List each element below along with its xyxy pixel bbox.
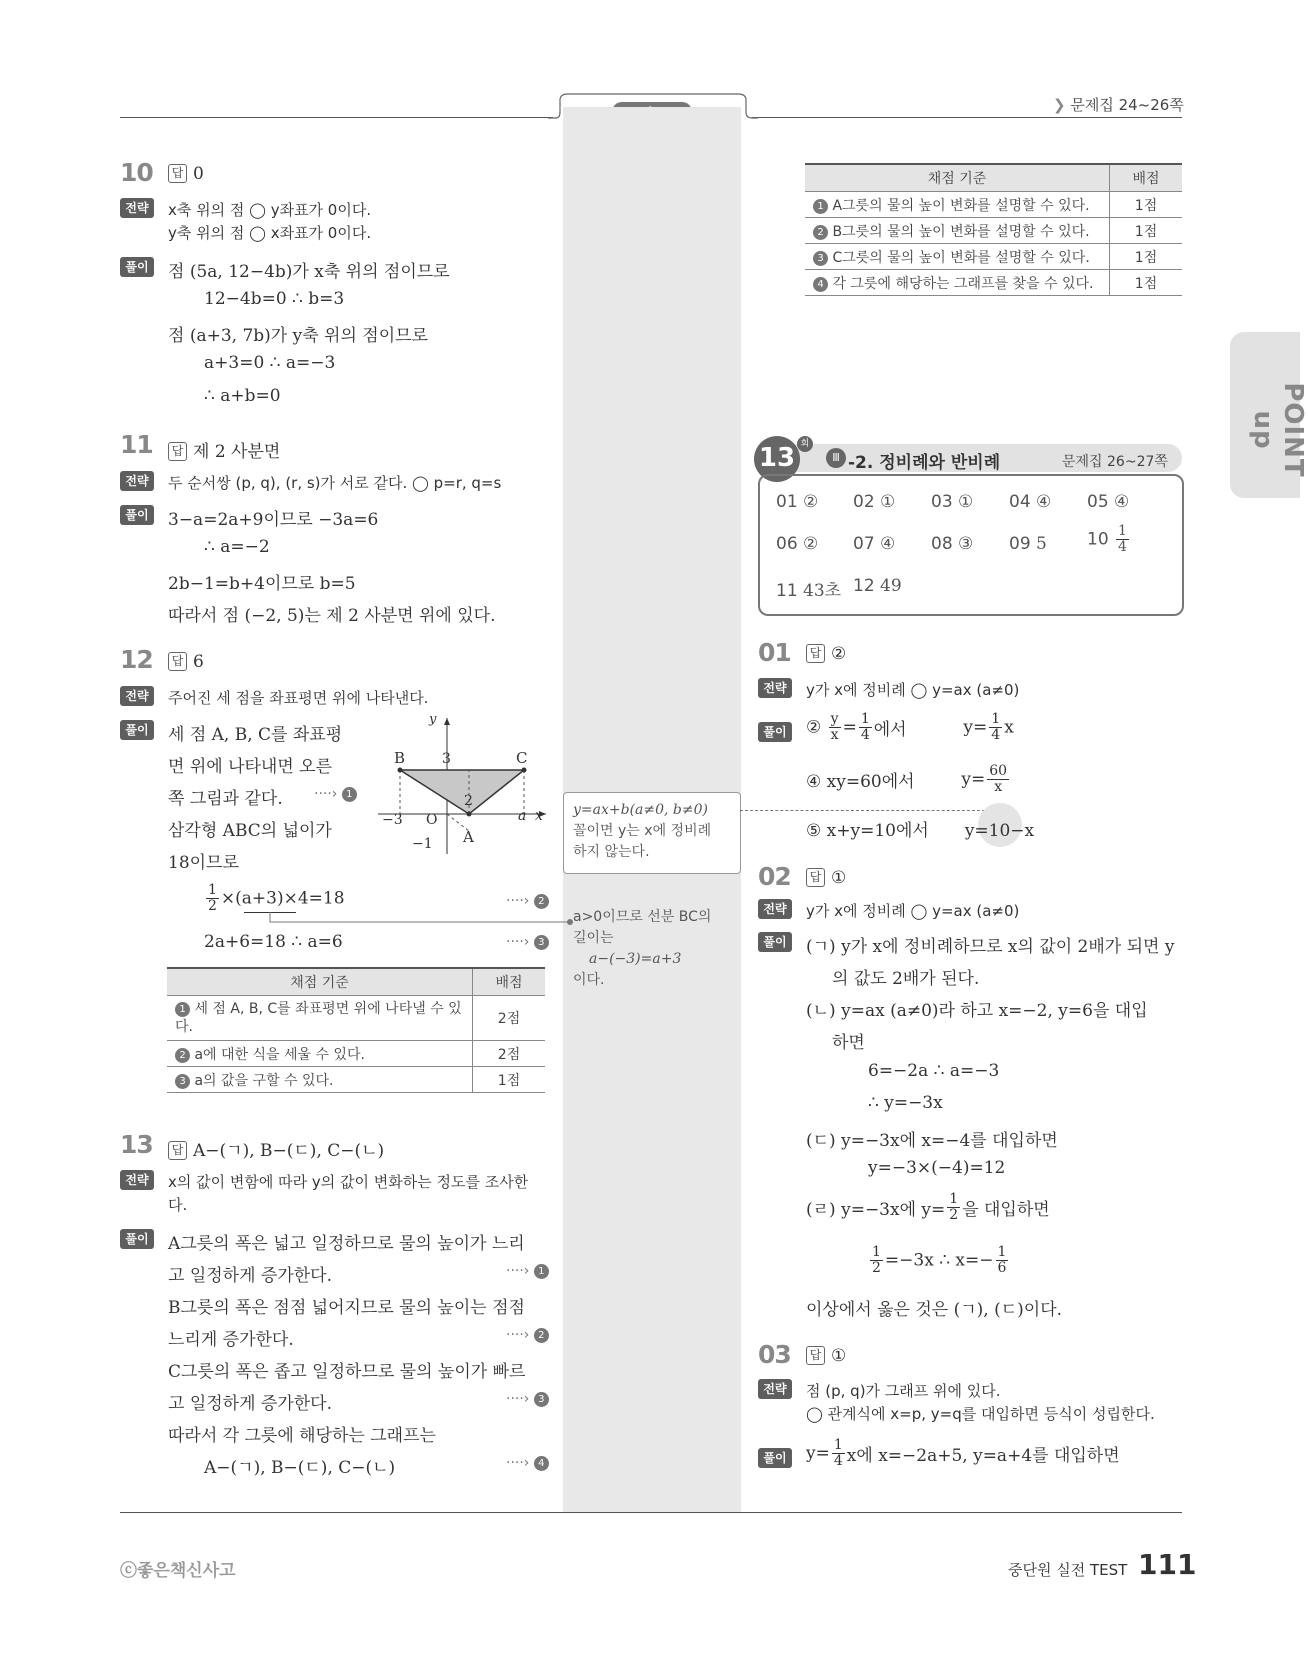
q13-sol-3: B그릇의 폭은 점점 넓어지므로 물의 높이는 점점 (168, 1298, 525, 1318)
q13-strategy-tag: 전략 (120, 1170, 154, 1190)
q13-strategy-2: 다. (168, 1196, 188, 1214)
q11-strategy-tag: 전략 (120, 471, 154, 491)
table-row: 1 A그릇의 물의 높이 변화를 설명할 수 있다. 1점 (805, 192, 1182, 218)
list-item: 06 ② (776, 534, 819, 554)
r02-sol-5: 6=−2a ∴ a=−3 (868, 1061, 1000, 1081)
r01-number: 01 (758, 638, 791, 667)
q10-answer: 답 0 (168, 164, 204, 184)
table-row: 3 C그릇의 물의 높이 변화를 설명할 수 있다. 1점 (805, 244, 1182, 270)
list-item: 02 ① (853, 492, 896, 512)
q10-strategy-2: y축 위의 점 ◯ x좌표가 0이다. (168, 224, 372, 242)
mid-note-1-connector (740, 810, 985, 811)
mid-note-2: a>0이므로 선분 BC의 길이는 a−(−3)=a+3 이다. (573, 909, 712, 988)
q13-sol-7: 따라서 각 그릇에 해당하는 그래프는 (168, 1426, 436, 1446)
answer-icon: 답 (806, 868, 825, 887)
q13-grading-table: 채점 기준 배점 1 A그릇의 물의 높이 변화를 설명할 수 있다. 1점 2 B그릇의 물의 높이 변화를 설명할 수 있다. 1점 3 C그릇의 물의 높이 변화를 설명할 수 있다. 1점 4 각 그릇에 해당하는 그래프를 찾을 수 있다. 1점 (805, 163, 1182, 296)
table-row: 2 B그릇의 물의 높이 변화를 설명할 수 있다. 1점 (805, 218, 1182, 244)
r03-strategy-1: 점 (p, q)가 그래프 위에 있다. (806, 1382, 1001, 1400)
r02-strategy: y가 x에 정비례 ◯ y=ax (a≠0) (806, 902, 1020, 920)
list-item: 07 ④ (853, 534, 896, 554)
step-4-icon: 4 (534, 1456, 549, 1471)
r02-sol-9: (ㄹ) y=−3x에 y= $\frac{1}{2}$ 을 대입하면 (806, 1191, 1050, 1223)
q13-sol-6: 고 일정하게 증가한다. (168, 1394, 333, 1414)
r01-solution-tag: 풀이 (758, 722, 792, 742)
list-item: 01 ② (776, 492, 819, 512)
graph-a-label: a (518, 808, 527, 824)
graph-2-label: 2 (464, 793, 473, 809)
r01-strategy: y가 x에 정비례 ◯ y=ax (a≠0) (806, 681, 1020, 699)
step-2-icon: 2 (534, 1328, 549, 1343)
q10-sol-5: ∴ a+b=0 (204, 386, 281, 406)
q10-sol-3: 점 (a+3, 7b)가 y축 위의 점이므로 (168, 326, 428, 346)
r02-solution-tag: 풀이 (758, 932, 792, 952)
q12-eq2: 2a+6=18 ∴ a=6 (204, 932, 343, 952)
graph-C-label: C (516, 749, 528, 767)
answer-icon: 답 (168, 442, 187, 461)
answer-icon: 답 (806, 1346, 825, 1365)
q13-answer: 답 A−(ㄱ), B−(ㄷ), C−(ㄴ) (168, 1136, 384, 1161)
sec13-ref: 문제집 26~27쪽 (1062, 454, 1168, 470)
step-1-icon: 1 (534, 1264, 549, 1279)
point-up-label: POINT up (1248, 382, 1308, 478)
list-item: 08 ③ (931, 534, 974, 554)
r03-strategy-tag: 전략 (758, 1379, 792, 1399)
graph-neg1-label: −1 (412, 836, 433, 852)
graph-B-label: B (394, 749, 406, 767)
q13-sol-1: A그릇의 폭은 넓고 일정하므로 물의 높이가 느리 (168, 1234, 525, 1254)
r02-sol-1: (ㄱ) y가 x에 정비례하므로 x의 값이 2배가 되면 y (806, 937, 1175, 957)
header-line-right (752, 117, 1182, 118)
q13-sol-2: 고 일정하게 증가한다. (168, 1266, 333, 1286)
sec13-title: -2. 정비례와 반비례 (848, 453, 1001, 473)
r02-number: 02 (758, 862, 791, 891)
answer-icon: 답 (168, 652, 187, 671)
r02-strategy-tag: 전략 (758, 899, 792, 919)
sec13-number: 13 (758, 443, 796, 473)
r02-sol-2: 의 값도 2배가 된다. (832, 969, 980, 989)
r02-sol-6: ∴ y=−3x (868, 1093, 943, 1113)
q12-sol-4: 삼각형 ABC의 넓이가 (168, 821, 332, 841)
r03-sol: y= $\frac{1}{4}$ x에 x=−2a+5, y=a+4를 대입하면 (806, 1437, 1120, 1469)
q10-number: 10 (120, 158, 153, 187)
q11-strategy: 두 순서쌍 (p, q), (r, s)가 서로 같다. ◯ p=r, q=s (168, 474, 502, 492)
q11-sol-2: ∴ a=−2 (204, 537, 270, 557)
q12-sol-3: 쪽 그림과 같다. (168, 789, 283, 809)
q12-step-2: ····› 2 (506, 893, 549, 909)
q12-eq1: $\frac{1}{2}$ ×(a+3)×4=18 (208, 882, 345, 914)
q12-step-1: ····› 1 (314, 786, 357, 802)
q12-sol-2: 면 위에 나타내면 오른 (168, 757, 333, 777)
q12-note-connector (268, 910, 578, 930)
graph-O-label: O (426, 812, 438, 828)
page-number: 111 (1138, 1548, 1197, 1581)
answer-icon: 답 (168, 1141, 187, 1160)
chevron-right-icon: ❯ (1053, 96, 1066, 114)
table-row: 1 세 점 A, B, C를 좌표평면 위에 나타낼 수 있 다. 2점 (167, 996, 545, 1041)
list-item: 12 49 (853, 576, 902, 596)
q10-solution-tag: 풀이 (120, 257, 154, 277)
r02-sol-8: y=−3×(−4)=12 (868, 1158, 1006, 1178)
r03-number: 03 (758, 1340, 791, 1369)
list-item: 04 ④ (1009, 492, 1052, 512)
q13-step-1: ····› 1 (506, 1263, 549, 1279)
graph-3-label: 3 (442, 751, 451, 767)
q13-number: 13 (120, 1130, 153, 1159)
r02-sol-7: (ㄷ) y=−3x에 x=−4를 대입하면 (806, 1131, 1058, 1151)
sec13-hoe: 회 (797, 436, 813, 452)
r02-sol-3: (ㄴ) y=ax (a≠0)라 하고 x=−2, y=6을 대입 (806, 1001, 1148, 1021)
q12-solution-tag: 풀이 (120, 720, 154, 740)
list-item: 10 $\frac{1}{4}$ (1087, 523, 1127, 555)
step-1-icon: 1 (342, 787, 357, 802)
q11-sol-1: 3−a=2a+9이므로 −3a=6 (168, 510, 379, 530)
table-row: 4 각 그릇에 해당하는 그래프를 찾을 수 있다. 1점 (805, 270, 1182, 296)
footer-publisher: ⓒ좋은책신사고 (120, 1561, 236, 1581)
footer-title: 중단원 실전 TEST (1008, 1561, 1128, 1579)
answer-icon: 답 (168, 164, 187, 183)
graph-neg3-label: −3 (382, 812, 403, 828)
r03-strategy-2: ◯ 관계식에 x=p, y=q를 대입하면 등식이 성립한다. (806, 1405, 1155, 1423)
q13-step-3: ····› 3 (506, 1391, 549, 1407)
q13-strategy-1: x의 값이 변함에 따라 y의 값이 변화하는 정도를 조사한 (168, 1173, 529, 1191)
list-item: 09 5 (1009, 534, 1047, 554)
r03-answer: 답 ① (806, 1346, 846, 1366)
q13-step-4: ····› 4 (506, 1455, 549, 1471)
q12-sol-1: 세 점 A, B, C를 좌표평 (168, 725, 343, 745)
q11-answer: 답 제 2 사분면 (168, 437, 280, 462)
q12-answer: 답 6 (168, 652, 204, 672)
r02-sol-4: 하면 (832, 1033, 865, 1053)
footer-line (120, 1512, 1182, 1513)
q12-number: 12 (120, 645, 153, 674)
table-row: 2 a에 대한 식을 세울 수 있다. 2점 (167, 1041, 545, 1067)
list-item: 03 ① (931, 492, 974, 512)
q11-solution-tag: 풀이 (120, 505, 154, 525)
graph-A-label: A (463, 828, 474, 846)
r01-sol-4: ④ xy=60에서 y= $\frac{60}{x}$ (806, 763, 1008, 795)
q12-sol-5: 18이므로 (168, 853, 239, 873)
graph-x-label: x (535, 808, 543, 824)
r01-answer: 답 ② (806, 644, 846, 664)
q10-sol-4: a+3=0 ∴ a=−3 (204, 353, 336, 373)
list-item: 11 43초 (776, 581, 842, 601)
q10-sol-1: 점 (5a, 12−4b)가 x축 위의 점이므로 (168, 262, 450, 282)
q12-strategy-tag: 전략 (120, 686, 154, 706)
step-3-icon: 3 (534, 935, 549, 950)
step-3-icon: 3 (534, 1392, 549, 1407)
q11-sol-4: 따라서 점 (−2, 5)는 제 2 사분면 위에 있다. (168, 606, 496, 626)
q13-step-2: ····› 2 (506, 1327, 549, 1343)
q12-strategy: 주어진 세 점을 좌표평면 위에 나타낸다. (168, 689, 429, 707)
table-row: 3 a의 값을 구할 수 있다. 1점 (167, 1067, 545, 1093)
q11-number: 11 (120, 430, 153, 459)
q12-grading-table: 채점 기준 배점 1 세 점 A, B, C를 좌표평면 위에 나타낼 수 있 다. 2점 2 a에 대한 식을 세울 수 있다. 2점 3 a의 값을 구할 수 있다. 1점 (167, 967, 545, 1093)
q12-step-3: ····› 3 (506, 934, 549, 950)
sec13-roman: Ⅲ (826, 448, 846, 468)
q13-sol-8: A−(ㄱ), B−(ㄷ), C−(ㄴ) (204, 1458, 396, 1478)
q13-sol-4: 느리게 증가한다. (168, 1330, 294, 1350)
r02-answer: 답 ① (806, 868, 846, 888)
q11-sol-3: 2b−1=b+4이므로 b=5 (168, 574, 356, 594)
header-ref: ❯ 문제집 24~26쪽 (1053, 96, 1184, 114)
q13-solution-tag: 풀이 (120, 1229, 154, 1249)
header-line-left (120, 117, 553, 118)
q10-strategy-tag: 전략 (120, 198, 154, 218)
q10-strategy-1: x축 위의 점 ◯ y좌표가 0이다. (168, 201, 372, 219)
r01-sol-2: ② $\frac{y}{x}$ = $\frac{1}{4}$ 에서 y= $\frac{1}{4}$ x (806, 711, 1014, 743)
list-item: 05 ④ (1087, 492, 1130, 512)
step-2-icon: 2 (534, 894, 549, 909)
q13-sol-5: C그릇의 폭은 좁고 일정하므로 물의 높이가 빠르 (168, 1362, 526, 1382)
r02-sol-10: $\frac{1}{2}$ =−3x ∴ x=− $\frac{1}{6}$ (872, 1244, 1007, 1276)
r01-strategy-tag: 전략 (758, 678, 792, 698)
graph-y-label: y (429, 712, 437, 727)
r03-solution-tag: 풀이 (758, 1448, 792, 1468)
q10-sol-2: 12−4b=0 ∴ b=3 (204, 289, 345, 309)
r02-conclusion: 이상에서 옳은 것은 (ㄱ), (ㄷ)이다. (806, 1300, 1063, 1320)
answer-icon: 답 (806, 644, 825, 663)
mid-note-1: y=ax+b(a≠0, b≠0) 꼴이면 y는 x에 정비례 하지 않는다. (573, 802, 712, 860)
r01-sol-5: ⑤ x+y=10에서 y=10−x (806, 821, 1035, 841)
